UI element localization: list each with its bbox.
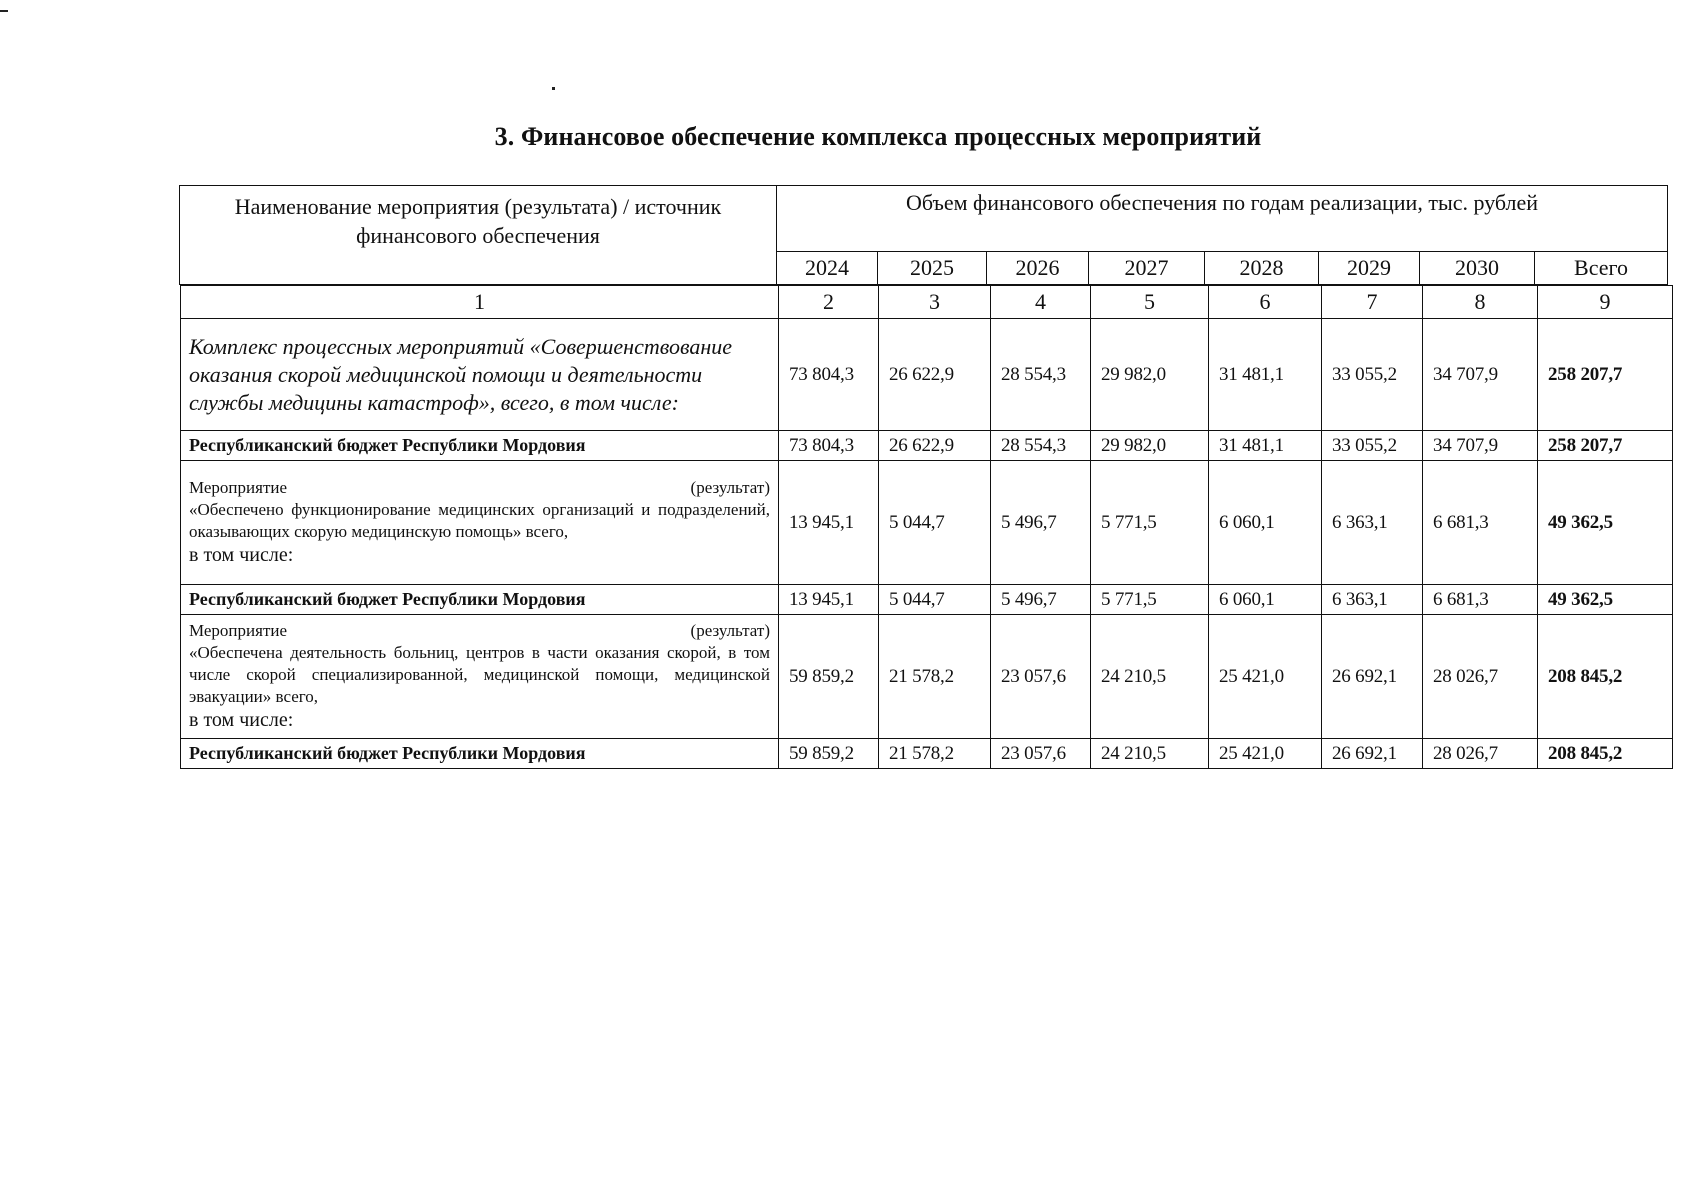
- measure-name: [181, 461, 779, 585]
- value-cell: 59 859,2: [779, 615, 879, 739]
- column-header-year: 2024: [777, 252, 878, 285]
- table-row-budget: [181, 739, 1673, 769]
- column-number: 3: [879, 286, 991, 319]
- column-numbers-row: [181, 286, 1673, 319]
- total-cell: 49 362,5: [1538, 461, 1673, 585]
- column-number: 1: [181, 286, 779, 319]
- column-header-volume: Объем финансового обеспечения по годам реализации, тыс. рублей: [777, 186, 1668, 252]
- table-row-complex: [181, 319, 1673, 431]
- measure-prefix: Мероприятие: [189, 478, 288, 497]
- value-cell: 21 578,2: [879, 739, 991, 769]
- value-cell: 5 044,7: [879, 461, 991, 585]
- table-row-budget: [181, 431, 1673, 461]
- value-cell: 33 055,2: [1322, 319, 1423, 431]
- measure-suffix: (результат): [690, 621, 770, 640]
- table-row-measure: [181, 461, 1673, 585]
- column-header-name: Наименование мероприятия (результата) / источник финансового обеспечения: [180, 186, 777, 285]
- budget-source-name: Республиканский бюджет Республики Мордовия: [181, 739, 779, 769]
- column-number: 4: [991, 286, 1091, 319]
- value-cell: 29 982,0: [1091, 431, 1209, 461]
- column-header-total: Всего: [1535, 252, 1668, 285]
- measure-suffix: (результат): [690, 478, 770, 497]
- value-cell: 21 578,2: [879, 615, 991, 739]
- value-cell: 28 554,3: [991, 319, 1091, 431]
- value-cell: 34 707,9: [1423, 431, 1538, 461]
- column-header-year: 2027: [1089, 252, 1205, 285]
- value-cell: 29 982,0: [1091, 319, 1209, 431]
- column-header-year: 2025: [878, 252, 987, 285]
- value-cell: 5 044,7: [879, 585, 991, 615]
- measure-body: «Обеспечено функционирование медицинских организаций и подразделений, оказывающих скорую медицинскую помощь» всего,: [189, 500, 770, 541]
- column-number: 9: [1538, 286, 1673, 319]
- value-cell: 6 060,1: [1209, 461, 1322, 585]
- total-cell: 208 845,2: [1538, 615, 1673, 739]
- column-header-year: 2028: [1205, 252, 1319, 285]
- measure-tail: в том числе:: [189, 709, 294, 731]
- column-number: 7: [1322, 286, 1423, 319]
- value-cell: 23 057,6: [991, 739, 1091, 769]
- value-cell: 13 945,1: [779, 585, 879, 615]
- value-cell: 26 692,1: [1322, 739, 1423, 769]
- total-cell: 258 207,7: [1538, 319, 1673, 431]
- value-cell: 26 622,9: [879, 431, 991, 461]
- value-cell: 28 554,3: [991, 431, 1091, 461]
- value-cell: 31 481,1: [1209, 319, 1322, 431]
- complex-name: Комплекс процессных мероприятий «Совершенствование оказания скорой медицинской помощи и деятельности службы медицины катастроф», всего, в том числе:: [181, 319, 779, 431]
- total-cell: 208 845,2: [1538, 739, 1673, 769]
- table-header: [179, 185, 1668, 285]
- value-cell: 28 026,7: [1423, 615, 1538, 739]
- value-cell: 5 771,5: [1091, 461, 1209, 585]
- budget-source-name: Республиканский бюджет Республики Мордовия: [181, 431, 779, 461]
- value-cell: 31 481,1: [1209, 431, 1322, 461]
- table-row-measure: [181, 615, 1673, 739]
- value-cell: 73 804,3: [779, 431, 879, 461]
- value-cell: 26 622,9: [879, 319, 991, 431]
- measure-prefix: Мероприятие: [189, 621, 288, 640]
- value-cell: 5 771,5: [1091, 585, 1209, 615]
- value-cell: 25 421,0: [1209, 739, 1322, 769]
- value-cell: 5 496,7: [991, 461, 1091, 585]
- measure-body: «Обеспечена деятельность больниц, центров в части оказания скорой, в том числе скорой специализированной, медицинской помощи, медицинской эвакуации» всего,: [189, 643, 770, 706]
- value-cell: 24 210,5: [1091, 739, 1209, 769]
- column-number: 5: [1091, 286, 1209, 319]
- column-number: 2: [779, 286, 879, 319]
- budget-source-name: Республиканский бюджет Республики Мордовия: [181, 585, 779, 615]
- column-header-year: 2030: [1420, 252, 1535, 285]
- value-cell: 6 060,1: [1209, 585, 1322, 615]
- value-cell: 25 421,0: [1209, 615, 1322, 739]
- total-cell: 49 362,5: [1538, 585, 1673, 615]
- column-header-year: 2026: [987, 252, 1089, 285]
- financing-table: [180, 285, 1673, 769]
- scan-speck: [0, 10, 8, 12]
- value-cell: 6 363,1: [1322, 461, 1423, 585]
- value-cell: 6 363,1: [1322, 585, 1423, 615]
- value-cell: 6 681,3: [1423, 461, 1538, 585]
- page-title: 3. Финансовое обеспечение комплекса процессных мероприятий: [494, 122, 1262, 151]
- table-row-budget: [181, 585, 1673, 615]
- measure-tail: в том числе:: [189, 544, 294, 566]
- value-cell: 5 496,7: [991, 585, 1091, 615]
- measure-name: [181, 615, 779, 739]
- value-cell: 33 055,2: [1322, 431, 1423, 461]
- value-cell: 13 945,1: [779, 461, 879, 585]
- column-header-year: 2029: [1319, 252, 1420, 285]
- value-cell: 6 681,3: [1423, 585, 1538, 615]
- scan-speck: [552, 87, 555, 90]
- total-cell: 258 207,7: [1538, 431, 1673, 461]
- column-number: 6: [1209, 286, 1322, 319]
- value-cell: 34 707,9: [1423, 319, 1538, 431]
- value-cell: 73 804,3: [779, 319, 879, 431]
- value-cell: 26 692,1: [1322, 615, 1423, 739]
- value-cell: 59 859,2: [779, 739, 879, 769]
- value-cell: 24 210,5: [1091, 615, 1209, 739]
- column-number: 8: [1423, 286, 1538, 319]
- value-cell: 28 026,7: [1423, 739, 1538, 769]
- value-cell: 23 057,6: [991, 615, 1091, 739]
